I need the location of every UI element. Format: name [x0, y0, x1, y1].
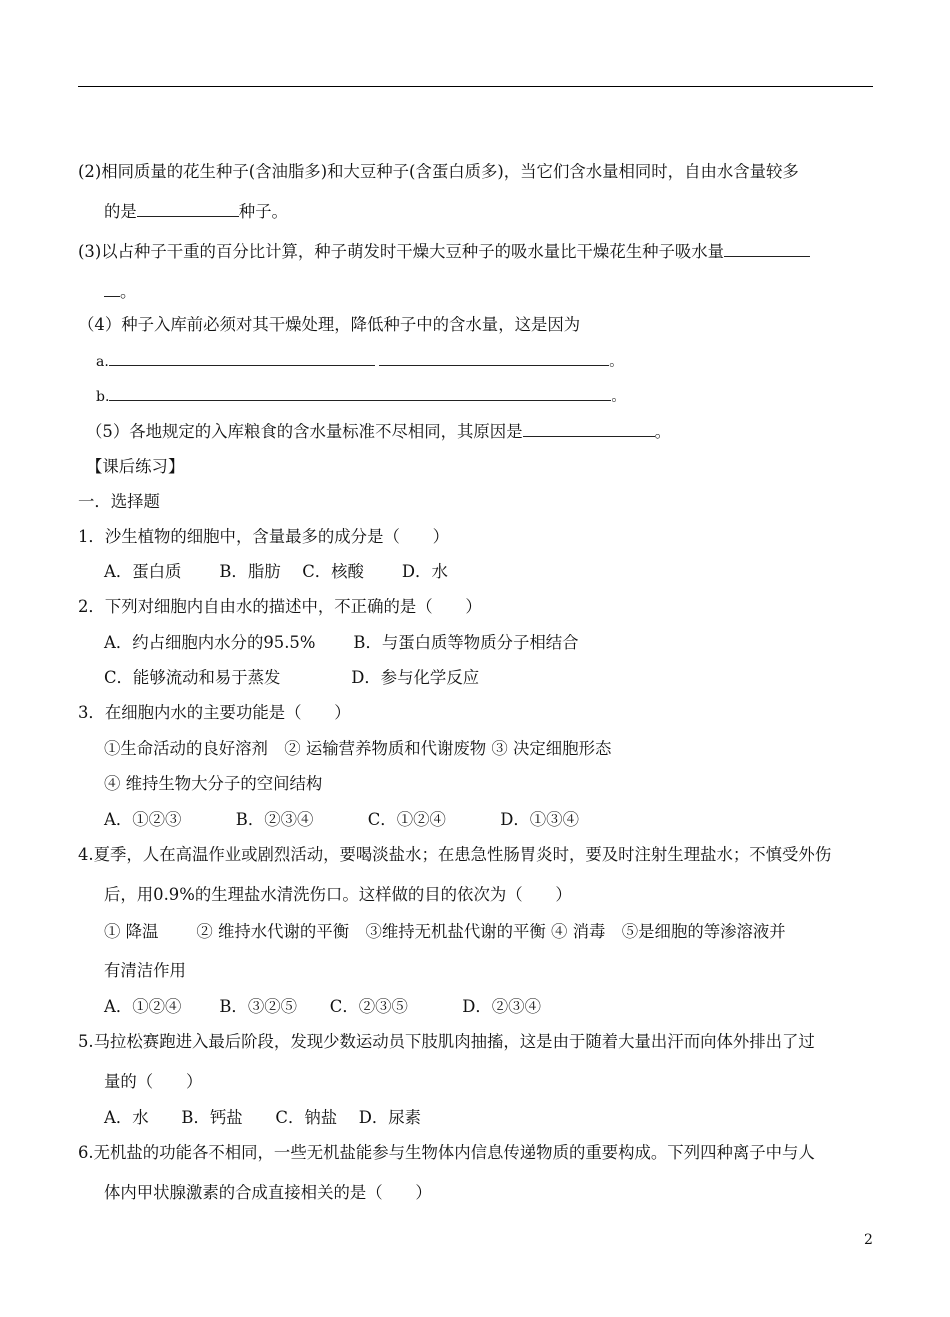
answer-blank — [724, 240, 810, 257]
q3-stem: 3．在细胞内水的主要功能是（ ） — [78, 703, 351, 722]
text: 。 — [611, 389, 626, 405]
subsection-heading: 一．选择题 — [78, 492, 160, 511]
question-4-b-line — [96, 384, 625, 409]
q4-items-row1: ① 降温 ② 维持水代谢的平衡 ③维持无机盐代谢的平衡 ④ 消毒 ⑤是细胞的等渗溶液并 — [104, 922, 786, 941]
question-5-line — [86, 420, 671, 444]
text: b. — [96, 389, 110, 405]
q6-stem-line2: 体内甲状腺激素的合成直接相关的是（ ） — [104, 1183, 432, 1202]
text: （5）各地规定的入库粮食的含水量标准不尽相同，其原因是 — [86, 422, 523, 441]
q4-options: A．①②④ B．③②⑤ C．②③⑤ D．②③④ — [104, 997, 541, 1016]
answer-blank — [109, 349, 375, 366]
text: (3)以占种子干重的百分比计算，种子萌发时干燥大豆种子的吸水量比干燥花生种子吸水量 — [78, 242, 725, 261]
q5-stem-line2: 量的（ ） — [104, 1072, 203, 1091]
q2-options-row1: A．约占细胞内水分的95.5% B．与蛋白质等物质分子相结合 — [104, 633, 579, 652]
q6-stem-line1: 6.无机盐的功能各不相同，一些无机盐能参与生物体内信息传递物质的重要构成。下列四种离子中与人 — [78, 1143, 815, 1162]
question-2-answer-line — [104, 200, 288, 224]
answer-blank — [104, 280, 120, 297]
text: a. — [96, 354, 109, 370]
answer-blank — [109, 384, 611, 401]
page-number: 2 — [864, 1232, 873, 1248]
q5-stem-line1: 5.马拉松赛跑进入最后阶段，发现少数运动员下肢肌肉抽搐，这是由于随着大量出汗而向体外排出了过 — [78, 1032, 815, 1051]
question-4-a-line — [96, 349, 623, 374]
q3-options: A．①②③ B．②③④ C．①②④ D．①③④ — [104, 810, 579, 829]
q5-options: A．水 B．钙盐 C．钠盐 D．尿素 — [104, 1108, 422, 1127]
q3-items-row2: ④ 维持生物大分子的空间结构 — [104, 774, 323, 793]
question-3-end-line — [104, 280, 136, 304]
header-rule — [78, 86, 873, 87]
q4-stem-line2: 后，用0.9%的生理盐水清洗伤口。这样做的目的依次为（ ） — [104, 885, 572, 904]
q4-items-row2: 有清洁作用 — [104, 961, 186, 980]
text: 。 — [609, 354, 624, 370]
text: 种子。 — [238, 202, 288, 221]
text: 。 — [120, 282, 137, 301]
answer-blank — [379, 349, 609, 366]
question-2-line: (2)相同质量的花生种子(含油脂多)和大豆种子(含蛋白质多)，当它们含水量相同时，自由水含量较多 — [78, 162, 799, 181]
answer-blank — [523, 420, 655, 437]
q1-options: A．蛋白质 B．脂肪 C．核酸 D．水 — [104, 562, 448, 581]
question-3-line — [78, 240, 810, 264]
q4-stem-line1: 4.夏季，人在高温作业或剧烈活动，要喝淡盐水；在患急性肠胃炎时，要及时注射生理盐水；不慎受外伤 — [78, 845, 832, 864]
q3-items-row1: ①生命活动的良好溶剂 ② 运输营养物质和代谢废物 ③ 决定细胞形态 — [104, 739, 612, 758]
q2-options-row2: C．能够流动和易于蒸发 D．参与化学反应 — [104, 668, 480, 687]
question-4-line: （4）种子入库前必须对其干燥处理，降低种子中的含水量，这是因为 — [78, 315, 581, 334]
text: 的是 — [104, 202, 137, 221]
text: 。 — [654, 422, 671, 441]
q2-stem: 2．下列对细胞内自由水的描述中，不正确的是（ ） — [78, 597, 482, 616]
answer-blank — [137, 200, 239, 217]
section-heading: 【课后练习】 — [86, 457, 185, 476]
q1-stem: 1．沙生植物的细胞中，含量最多的成分是（ ） — [78, 527, 450, 546]
